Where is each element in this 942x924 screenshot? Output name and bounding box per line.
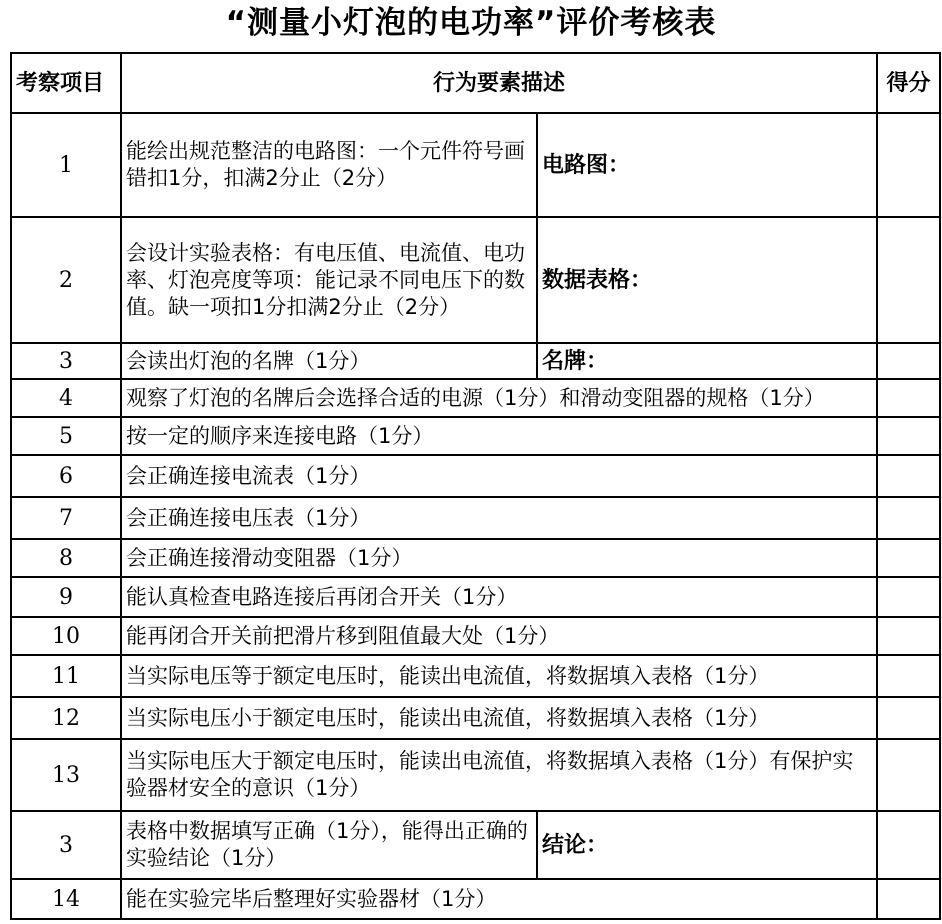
table-row bbox=[11, 697, 940, 739]
table-row bbox=[11, 417, 940, 455]
row-number: 4 bbox=[11, 379, 121, 417]
row-description: 会正确连接电流表（1分） bbox=[121, 455, 877, 497]
score-cell[interactable] bbox=[877, 217, 940, 343]
row-description: 能再闭合开关前把滑片移到阻值最大处（1分） bbox=[121, 617, 877, 655]
score-cell[interactable] bbox=[877, 697, 940, 739]
table-row bbox=[11, 539, 940, 577]
score-cell[interactable] bbox=[877, 655, 940, 697]
row-description: 能在实验完毕后整理好实验器材（1分） bbox=[121, 879, 877, 919]
row-description: 能绘出规范整洁的电路图：一个元件符号画错扣1分，扣满2分止（2分） bbox=[121, 113, 537, 217]
row-field-label[interactable]: 名牌： bbox=[537, 343, 877, 379]
evaluation-table bbox=[10, 52, 941, 920]
row-number: 12 bbox=[11, 697, 121, 739]
score-cell[interactable] bbox=[877, 577, 940, 617]
row-description: 会设计实验表格：有电压值、电流值、电功率、灯泡亮度等项：能记录不同电压下的数值。缺一项扣1分扣满2分止（2分） bbox=[121, 217, 537, 343]
row-number: 7 bbox=[11, 497, 121, 539]
table-row bbox=[11, 739, 940, 811]
row-description: 会正确连接电压表（1分） bbox=[121, 497, 877, 539]
row-number: 6 bbox=[11, 455, 121, 497]
table-row bbox=[11, 497, 940, 539]
row-description: 会读出灯泡的名牌（1分） bbox=[121, 343, 537, 379]
score-cell[interactable] bbox=[877, 379, 940, 417]
row-description: 按一定的顺序来连接电路（1分） bbox=[121, 417, 877, 455]
header-row bbox=[11, 53, 940, 113]
table-row bbox=[11, 343, 940, 379]
header-description: 行为要素描述 bbox=[121, 53, 877, 113]
table-row bbox=[11, 655, 940, 697]
row-number: 10 bbox=[11, 617, 121, 655]
row-description: 当实际电压大于额定电压时，能读出电流值，将数据填入表格（1分）有保护实验器材安全的意识（1分） bbox=[121, 739, 877, 811]
row-number: 3 bbox=[11, 811, 121, 879]
row-number: 3 bbox=[11, 343, 121, 379]
row-field-label[interactable]: 结论： bbox=[537, 811, 877, 879]
score-cell[interactable] bbox=[877, 113, 940, 217]
score-cell[interactable] bbox=[877, 811, 940, 879]
row-number: 11 bbox=[11, 655, 121, 697]
table-row bbox=[11, 455, 940, 497]
score-cell[interactable] bbox=[877, 455, 940, 497]
row-number: 5 bbox=[11, 417, 121, 455]
row-description: 观察了灯泡的名牌后会选择合适的电源（1分）和滑动变阻器的规格（1分） bbox=[121, 379, 877, 417]
table-row bbox=[11, 577, 940, 617]
row-description: 当实际电压等于额定电压时，能读出电流值，将数据填入表格（1分） bbox=[121, 655, 877, 697]
header-item: 考察项目 bbox=[11, 53, 121, 113]
row-number: 8 bbox=[11, 539, 121, 577]
score-cell[interactable] bbox=[877, 739, 940, 811]
table-row bbox=[11, 379, 940, 417]
row-field-label[interactable]: 数据表格： bbox=[537, 217, 877, 343]
score-cell[interactable] bbox=[877, 879, 940, 919]
row-description: 会正确连接滑动变阻器（1分） bbox=[121, 539, 877, 577]
row-field-label[interactable]: 电路图： bbox=[537, 113, 877, 217]
score-cell[interactable] bbox=[877, 497, 940, 539]
score-cell[interactable] bbox=[877, 539, 940, 577]
table-row bbox=[11, 811, 940, 879]
table-row bbox=[11, 217, 940, 343]
table-row bbox=[11, 113, 940, 217]
score-cell[interactable] bbox=[877, 617, 940, 655]
row-number: 9 bbox=[11, 577, 121, 617]
row-description: 表格中数据填写正确（1分），能得出正确的实验结论（1分） bbox=[121, 811, 537, 879]
row-number: 2 bbox=[11, 217, 121, 343]
row-number: 14 bbox=[11, 879, 121, 919]
page-title: “测量小灯泡的电功率”评价考核表 bbox=[225, 5, 717, 41]
row-description: 能认真检查电路连接后再闭合开关（1分） bbox=[121, 577, 877, 617]
row-description: 当实际电压小于额定电压时，能读出电流值，将数据填入表格（1分） bbox=[121, 697, 877, 739]
score-cell[interactable] bbox=[877, 343, 940, 379]
table-row bbox=[11, 617, 940, 655]
score-cell[interactable] bbox=[877, 417, 940, 455]
table-row bbox=[11, 879, 940, 919]
header-score: 得分 bbox=[877, 53, 940, 113]
row-number: 13 bbox=[11, 739, 121, 811]
row-number: 1 bbox=[11, 113, 121, 217]
